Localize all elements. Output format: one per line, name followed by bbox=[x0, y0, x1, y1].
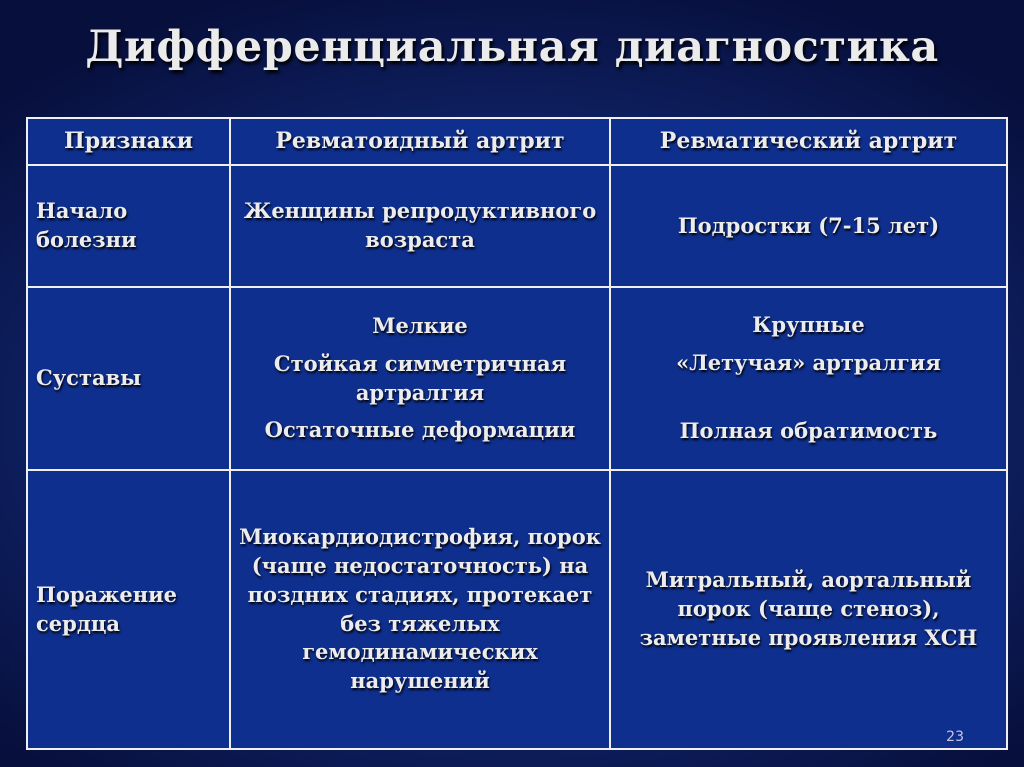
cell-text: Миокардиодистрофия, порок (чаще недостаточность) на поздних стадиях, протекает без тяжелых гемодинамических нарушений bbox=[239, 523, 601, 694]
cell-text: Крупные bbox=[752, 311, 865, 337]
cell-text: Остаточные деформации bbox=[264, 417, 576, 443]
cell-text: Полная обратимость bbox=[679, 418, 938, 444]
table-row-heart-damage bbox=[27, 470, 1007, 749]
header-signs: Признаки bbox=[27, 118, 230, 165]
differential-diagnosis-table bbox=[26, 117, 1008, 750]
header-rheumatic-arthritis: Ревматический артрит bbox=[610, 118, 1007, 165]
page-number: 23 bbox=[946, 729, 964, 745]
cell-joints-rheumatoid bbox=[230, 287, 610, 470]
cell-text: Женщины репродуктивного возраста bbox=[243, 198, 597, 252]
table-row-disease-onset bbox=[27, 165, 1007, 287]
row-label-joints: Суставы bbox=[27, 287, 230, 470]
row-label-disease-onset: Начало болезни bbox=[27, 165, 230, 287]
row-label-heart-damage: Поражение сердца bbox=[27, 470, 230, 749]
table-row-joints bbox=[27, 287, 1007, 470]
cell-text: Митральный, аортальный порок (чаще стеноз), заметные проявления ХСН bbox=[639, 567, 978, 650]
header-rheumatoid-arthritis: Ревматоидный артрит bbox=[230, 118, 610, 165]
cell-onset-rheumatic bbox=[610, 165, 1007, 287]
cell-onset-rheumatoid bbox=[230, 165, 610, 287]
cell-text: Подростки (7-15 лет) bbox=[677, 212, 940, 238]
cell-heart-rheumatoid bbox=[230, 470, 610, 749]
table-header-row bbox=[27, 118, 1007, 165]
slide-title: Дифференциальная диагностика bbox=[85, 22, 939, 72]
cell-heart-rheumatic bbox=[610, 470, 1007, 749]
cell-text: Стойкая симметричная артралгия bbox=[273, 350, 567, 405]
cell-joints-rheumatic bbox=[610, 287, 1007, 470]
cell-text: Мелкие bbox=[372, 312, 468, 338]
cell-text: «Летучая» артралгия bbox=[676, 349, 941, 375]
